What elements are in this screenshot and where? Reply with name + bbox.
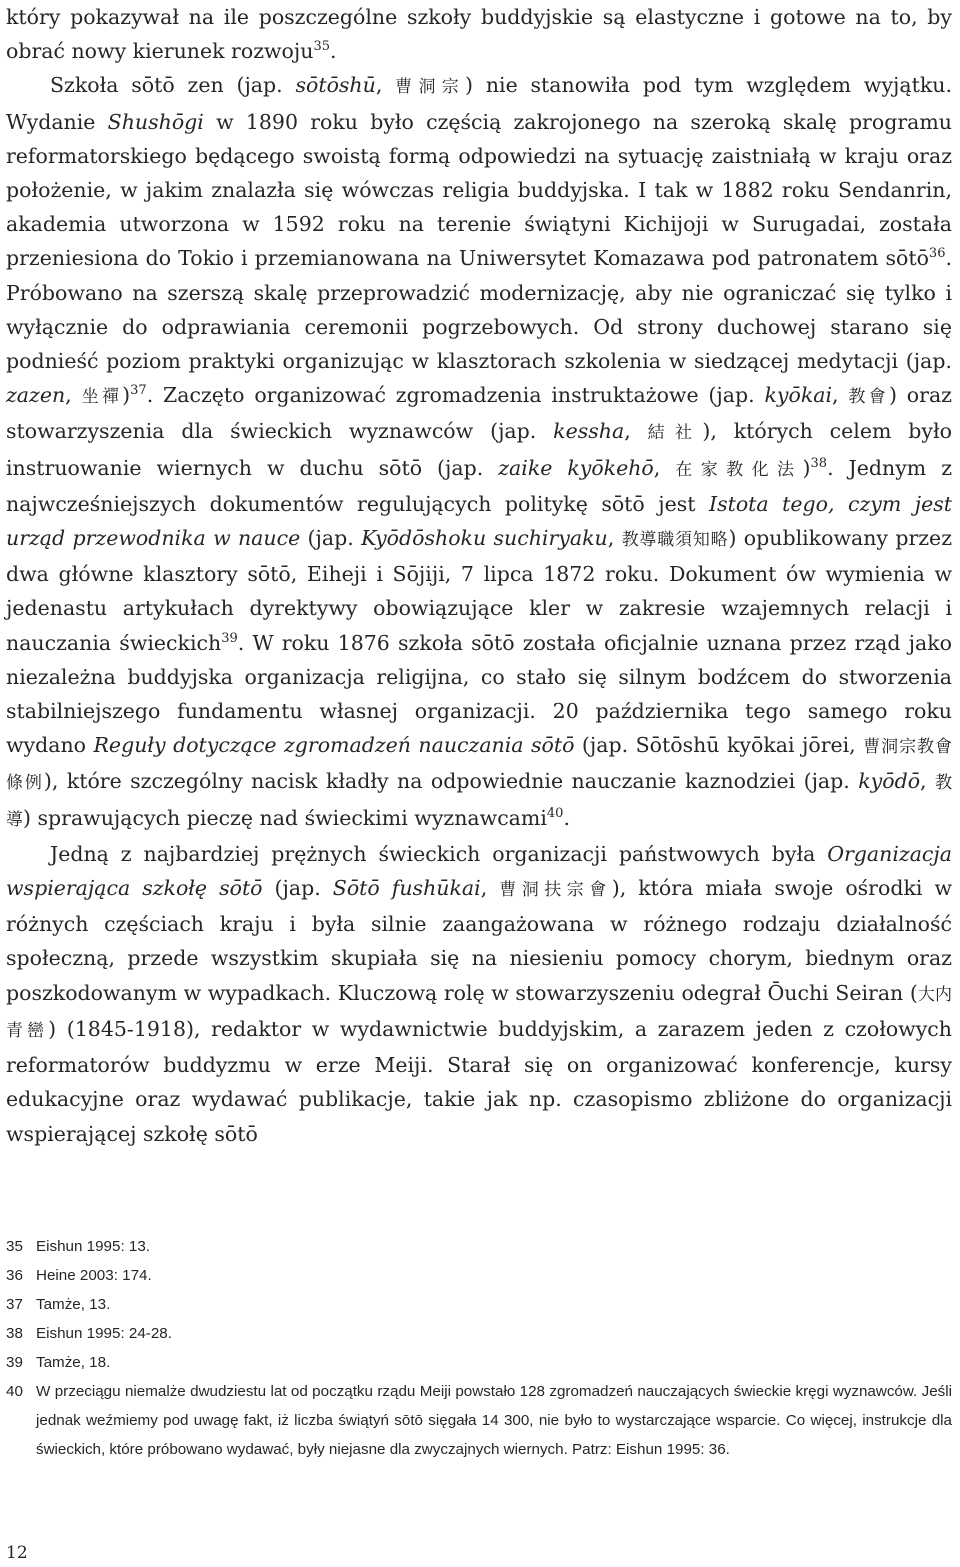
text-run: który pokazywał na ile poszczególne szkoły buddyjskie są elastyczne i gotowe na to, by obrać nowy kierunek rozwoju bbox=[6, 5, 952, 64]
footnote-text: Eishun 1995: 24-28. bbox=[36, 1325, 172, 1342]
cjk-term: 曹洞宗 bbox=[395, 77, 466, 98]
text-run: ), których celem było instruowanie wiernych w duchu sōtō (jap. bbox=[6, 419, 952, 480]
text-run: , bbox=[920, 769, 935, 794]
footnote-ref-38[interactable]: 38 bbox=[810, 455, 828, 471]
footnote-number: 39 bbox=[6, 1354, 23, 1371]
cjk-term: 在家教化法 bbox=[675, 459, 803, 480]
paragraph-2 bbox=[6, 68, 952, 836]
footnote-number: 38 bbox=[6, 1325, 23, 1342]
text-run: ) sprawujących pieczę nad świeckimi wyznawcami bbox=[23, 805, 547, 830]
term: kyōkai bbox=[764, 383, 833, 408]
text-run: ) oraz stowarzyszenia dla świeckich wyznawców (jap. bbox=[6, 383, 952, 444]
footnote-number: 36 bbox=[6, 1267, 23, 1284]
cjk-term: 曹洞扶宗會 bbox=[499, 880, 612, 901]
text-run: . Zaczęto organizować zgromadzenia instruktażowe (jap. bbox=[146, 383, 765, 408]
footnote-ref-40[interactable]: 40 bbox=[546, 805, 564, 821]
title-italic: Istota tego, czym jest urząd przewodnika w nauce bbox=[6, 491, 952, 551]
text-run: ), która miała swoje ośrodki w różnych częściach kraju i była silnie zaangażowana w różnego rodzaju działalność społeczną, przede wszystkim skupiała się na niesieniu pomocy chorym, biednym oraz poszkodowanym w wypadkach. Kluczową rolę w stowarzyszeniu odegrał Ōuchi Seiran ( bbox=[6, 876, 952, 1005]
paragraph-1: który pokazywał na ile poszczególne szkoły buddyjskie są elastyczne i gotowe na to, by obrać nowy kierunek rozwoju$^{35}$. bbox=[6, 5, 952, 64]
footnote-text: W przeciągu niemalże dwudziestu lat od początku rządu Meiji powstało 128 zgromadzeń nauczających świeckie kręgi wyznawców. Jeśli jednak weźmiemy pod uwagę fakt, iż liczba świątyń sōtō sięgała 14 300, nie było to wystarczające wsparcie. Co więcej, instrukcje dla świeckich, które próbowano wydawać, były niejasne dla zwyczajnych wiernych. Patrz: Eishun 1995: 36. bbox=[36, 1383, 952, 1458]
term: zaike kyōkehō bbox=[498, 455, 654, 480]
footnote-number: 40 bbox=[6, 1383, 23, 1400]
cjk-term: 曹洞宗教會條例 bbox=[6, 737, 952, 794]
cjk-term: 結社 bbox=[647, 423, 703, 444]
term: Sōtō fushūkai bbox=[332, 876, 481, 901]
text-run: Jedną z najbardziej prężnych świeckich organizacji państwowych była bbox=[50, 841, 828, 866]
page-number: 12 bbox=[6, 1543, 28, 1563]
main-text bbox=[6, 0, 952, 1151]
title-italic: Reguły dotyczące zgromadzeń nauczania sōtō bbox=[93, 733, 575, 758]
term: sōtōshū bbox=[295, 73, 376, 98]
footnote-number: 37 bbox=[6, 1296, 23, 1313]
text-run: ), które szczególny nacisk kładły na odpowiednie nauczanie kaznodziei (jap. bbox=[43, 769, 859, 794]
text-run: , bbox=[832, 383, 849, 408]
text-run: . Jednym z najwcześniejszych dokumentów regulujących politykę sōtō jest bbox=[6, 455, 953, 516]
footnote bbox=[6, 1348, 952, 1377]
text-run: ) nie stanowiła pod tym względem wyjątku. Wydanie bbox=[6, 73, 952, 134]
footnote-ref-36[interactable]: 36 bbox=[928, 246, 946, 262]
footnote bbox=[6, 1319, 952, 1348]
text-run: Szkoła sōtō zen (jap. bbox=[50, 73, 296, 98]
footnote-ref-35[interactable]: 35 bbox=[313, 39, 330, 55]
footnote-text: Heine 2003: 174. bbox=[36, 1267, 152, 1284]
footnote-text: Tamże, 13. bbox=[36, 1296, 111, 1313]
text-run: . W roku 1876 szkoła sōtō została oficjalnie uznana przez rząd jako niezależna buddyjska organizacja religijna, co stało się silnym bodźcem do stworzenia stabilniejszego fundamentu własnej organizacji. 20 października tego samego roku wydano bbox=[6, 630, 952, 758]
footnote bbox=[6, 1232, 952, 1261]
text-run: ) bbox=[802, 455, 811, 480]
text-run: , bbox=[653, 455, 676, 480]
text-run: . bbox=[563, 805, 570, 830]
text-run: , bbox=[375, 73, 396, 98]
text-run: w 1890 roku było częścią zakrojonego na szeroką skalę programu reformatorskiego będącego swoistą formą odpowiedzi na sytuację zaistniałą w kraju oraz położenie, w jakim znalazła się wówczas religia buddyjska. I tak w 1882 roku Sendanrin, akademia utworzona w 1592 roku na terenie świątyni Kichijoji w Surugadai, została przeniesiona do Tokio i przemianowana na Uniwersytet Komazawa pod patronatem sōtō bbox=[6, 109, 952, 271]
cjk-term: 坐禪 bbox=[81, 387, 123, 408]
footnote bbox=[6, 1377, 952, 1464]
cjk-term: 教導 bbox=[6, 773, 952, 830]
footnote-text: Tamże, 18. bbox=[36, 1354, 111, 1371]
footnotes bbox=[6, 1232, 952, 1464]
footnote bbox=[6, 1290, 952, 1319]
term: kessha bbox=[553, 419, 625, 444]
cjk-term: 教導職須知略 bbox=[621, 530, 729, 551]
footnote-text: Eishun 1995: 13. bbox=[36, 1238, 150, 1255]
text-run: ) opublikowany przez dwa główne klasztory sōtō, Eiheji i Sōjiji, 7 lipca 1872 roku. Dokument ów wymienia w jedenastu artykułach dyrektywy obowiązujące kler w zakresie wzajemnych relacji i nauczania świeckich bbox=[6, 526, 952, 655]
term: Kyōdōshoku suchiryaku bbox=[361, 526, 608, 551]
text-run: ) (1845-1918), redaktor w wydawnictwie buddyjskim, a zarazem jeden z czołowych reformatorów buddyzmu w erze Meiji. Starał się on organizować konferencje, kursy edukacyjne oraz wydawać publikacje, takie jak np. czasopismo zbliżone do organizacji wspierającej szkołę sōtō bbox=[6, 1016, 952, 1146]
text-run: ) bbox=[122, 383, 131, 408]
paragraph-3 bbox=[6, 837, 952, 1151]
cjk-term: 教會 bbox=[848, 387, 889, 408]
footnote-ref-39[interactable]: 39 bbox=[221, 630, 238, 646]
footnote bbox=[6, 1261, 952, 1290]
text-run: , bbox=[624, 419, 648, 444]
term: kyōdō bbox=[858, 769, 921, 794]
footnote-ref-37[interactable]: 37 bbox=[130, 383, 147, 399]
term: zazen bbox=[6, 383, 66, 408]
text-run: . Próbowano na szerszą skalę przeprowadzić modernizację, aby nie ograniczać się tylko i wyłącznie do odprawiania ceremonii pogrzebowych. Od strony duchowej starano się podnieść poziom praktyki organizując w klasztorach szkolenia w siedzącej medytacji (jap. bbox=[6, 246, 952, 374]
text-run: , bbox=[480, 876, 500, 901]
text-run: (jap. bbox=[300, 526, 362, 551]
text-run: (jap. Sōtōshū kyōkai jōrei, bbox=[574, 733, 864, 758]
title-italic: Shushōgi bbox=[107, 109, 204, 134]
title-italic: Organizacja wspierająca szkołę sōtō bbox=[6, 841, 952, 901]
footnote-number: 35 bbox=[6, 1238, 23, 1255]
cjk-term: 大内青巒 bbox=[6, 984, 952, 1041]
text-run: (jap. bbox=[262, 876, 333, 901]
text-run: , bbox=[607, 526, 622, 551]
text-run: , bbox=[65, 383, 82, 408]
